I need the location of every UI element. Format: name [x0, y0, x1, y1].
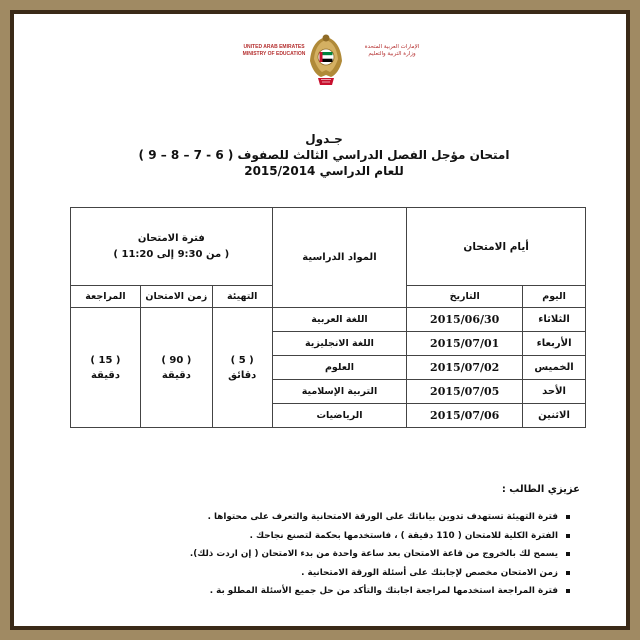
ministry-name-english: [234, 44, 314, 58]
day-cell: الأربعاء: [523, 332, 586, 356]
exam-unit: دقيقة: [161, 369, 191, 381]
header-exam-period-time: ( من 9:30 إلى 11:20 ): [113, 248, 230, 260]
date-cell: 2015/06/30: [407, 308, 523, 332]
ministry-name-arabic: [352, 44, 432, 58]
date-cell: 2015/07/02: [407, 356, 523, 380]
title-line-3: للعام الدراسي 2015/2014: [244, 164, 404, 178]
ministry-en-line2: MINISTRY OF EDUCATION: [242, 51, 306, 57]
subject-cell: التربية الإسلامية: [272, 380, 407, 404]
date-cell: 2015/07/01: [407, 332, 523, 356]
list-item: الفترة الكلية للامتحان ( 110 دقيقة ) ، فاستخدمها بحكمة لتصنع نجاحك .: [84, 531, 568, 542]
document-page: [14, 14, 626, 626]
prep-duration-cell: [212, 308, 272, 428]
review-duration-cell: [71, 308, 141, 428]
day-cell: الاثنين: [523, 404, 586, 428]
review-unit: دقيقة: [90, 369, 120, 381]
day-cell: الخميس: [523, 356, 586, 380]
table-row: [71, 308, 586, 332]
table-header-row: [71, 208, 586, 286]
notes-list: [84, 512, 580, 597]
student-notes: [84, 484, 580, 605]
header-prep: التهيئة: [212, 286, 272, 308]
header-exam-days: أيام الامتحان: [407, 208, 586, 286]
day-cell: الثلاثاء: [523, 308, 586, 332]
exam-value: ( 90 ): [161, 354, 192, 366]
list-item: يسمح لك بالخروج من قاعة الامتحان بعد ساعة واحدة من بدء الامتحان ( إن اردت ذلك).: [84, 549, 568, 560]
ministry-en-line1: UNITED ARAB EMIRATES: [243, 44, 305, 50]
list-item: زمن الامتحان مخصص لإجابتك على أسئلة الورقة الامتحانية .: [84, 568, 568, 579]
title-line-2: امتحان مؤجل الفصل الدراسي الثالث للصفوف ( 6 - 7 – 8 – 9 ): [138, 148, 510, 162]
header-review: المراجعة: [71, 286, 141, 308]
header-exam-time: زمن الامتحان: [140, 286, 212, 308]
subject-cell: اللغة الانجليزية: [272, 332, 407, 356]
date-cell: 2015/07/05: [407, 380, 523, 404]
notes-greeting: عزيزي الطالب :: [501, 484, 580, 495]
header-exam-period: [71, 208, 273, 286]
subject-cell: الرياضيات: [272, 404, 407, 428]
subject-cell: اللغة العربية: [272, 308, 407, 332]
header-subjects: المواد الدراسية: [272, 208, 407, 308]
header-day: اليوم: [523, 286, 586, 308]
date-cell: 2015/07/06: [407, 404, 523, 428]
ministry-ar-line2: وزارة التربية والتعليم: [368, 51, 416, 57]
list-item: فترة المراجعة استخدمها لمراجعة اجابتك والتأكد من حل جميع الأسئلة المطلو بة .: [84, 586, 568, 597]
exam-duration-cell: [140, 308, 212, 428]
prep-value: ( 5 ): [230, 354, 254, 366]
uae-falcon-emblem-icon: [307, 31, 345, 91]
list-item: فترة التهيئة تستهدف تدوين بياناتك على الورقة الامتحانية والتعرف على محتواها .: [84, 512, 568, 523]
header-exam-period-label: فترة الامتحان: [137, 232, 205, 244]
document-title: [134, 131, 514, 179]
prep-unit: دقائق: [228, 369, 257, 381]
subject-cell: العلوم: [272, 356, 407, 380]
header-date: التاريخ: [407, 286, 523, 308]
day-cell: الأحد: [523, 380, 586, 404]
ministry-ar-line1: الإمارات العربية المتحدة: [364, 44, 420, 50]
exam-schedule-table: [70, 207, 586, 428]
review-value: ( 15 ): [90, 354, 121, 366]
title-line-1: جـدول: [305, 132, 343, 146]
